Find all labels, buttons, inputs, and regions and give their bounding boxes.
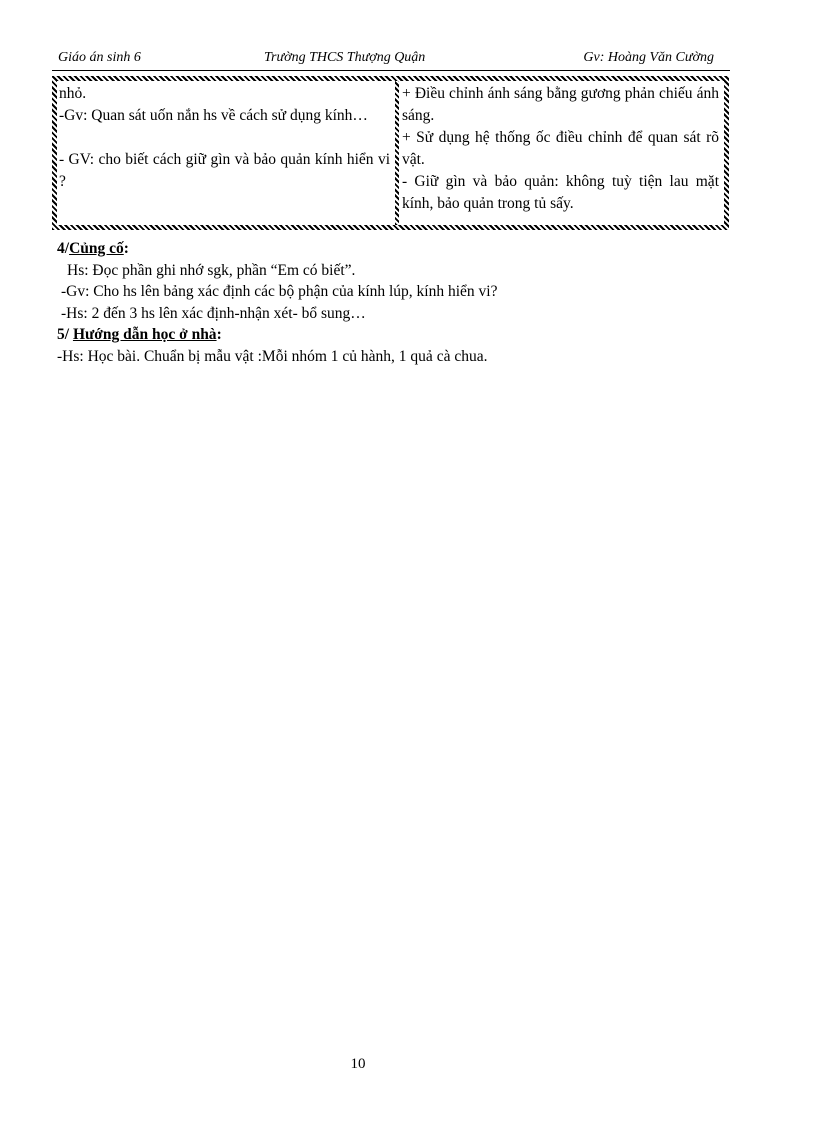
- section-colon: :: [216, 326, 222, 343]
- list-item: Hs: Đọc phần ghi nhớ sgk, phần “Em có biết”.: [67, 261, 356, 279]
- section-number: 4/: [57, 240, 70, 257]
- list-item: -Hs: Học bài. Chuẩn bị mẫu vật :Mỗi nhóm 1 củ hành, 1 quả cà chua.: [57, 347, 488, 365]
- page-header: [52, 48, 730, 71]
- header-subject: Giáo án sinh 6: [58, 50, 141, 65]
- teacher-activity-cell: [57, 81, 395, 225]
- table-right-line: - Giữ gìn và bảo quản: không tuỳ tiện lau mặt kính, bảo quản trong tủ sấy.: [402, 173, 719, 212]
- lesson-body: [57, 238, 747, 367]
- table-left-line: nhỏ.: [59, 85, 87, 102]
- list-item: -Hs: 2 đến 3 hs lên xác định-nhận xét- bổ sung…: [61, 304, 366, 322]
- page-number: 10: [350, 1056, 366, 1072]
- header-teacher: Gv: Hoàng Văn Cường: [583, 50, 714, 65]
- table-left-line: - GV: cho biết cách giữ gìn và bảo quản kính hiển vi ?: [59, 151, 390, 190]
- section-4-heading: [57, 238, 747, 260]
- header-school: Trường THCS Thượng Quận: [264, 50, 426, 65]
- lesson-table: [52, 76, 729, 230]
- content-cell: [399, 81, 724, 225]
- table-right-line: + Điều chỉnh ánh sáng bằng gương phản chiếu ánh sáng.: [402, 85, 719, 124]
- list-item: -Gv: Cho hs lên bảng xác định các bộ phận của kính lúp, kính hiển vi?: [61, 283, 498, 300]
- table-left-line: -Gv: Quan sát uốn nắn hs về cách sử dụng kính…: [59, 107, 368, 124]
- section-colon: :: [123, 240, 129, 257]
- section-title: Củng cố: [69, 240, 124, 257]
- section-number: 5/: [57, 326, 73, 343]
- section-5-heading: [57, 324, 747, 346]
- spacer: [59, 127, 390, 149]
- table-right-line: + Sử dụng hệ thống ốc điều chỉnh để quan sát rõ vật.: [402, 129, 719, 168]
- section-title: Hướng dẫn học ở nhà: [72, 326, 217, 343]
